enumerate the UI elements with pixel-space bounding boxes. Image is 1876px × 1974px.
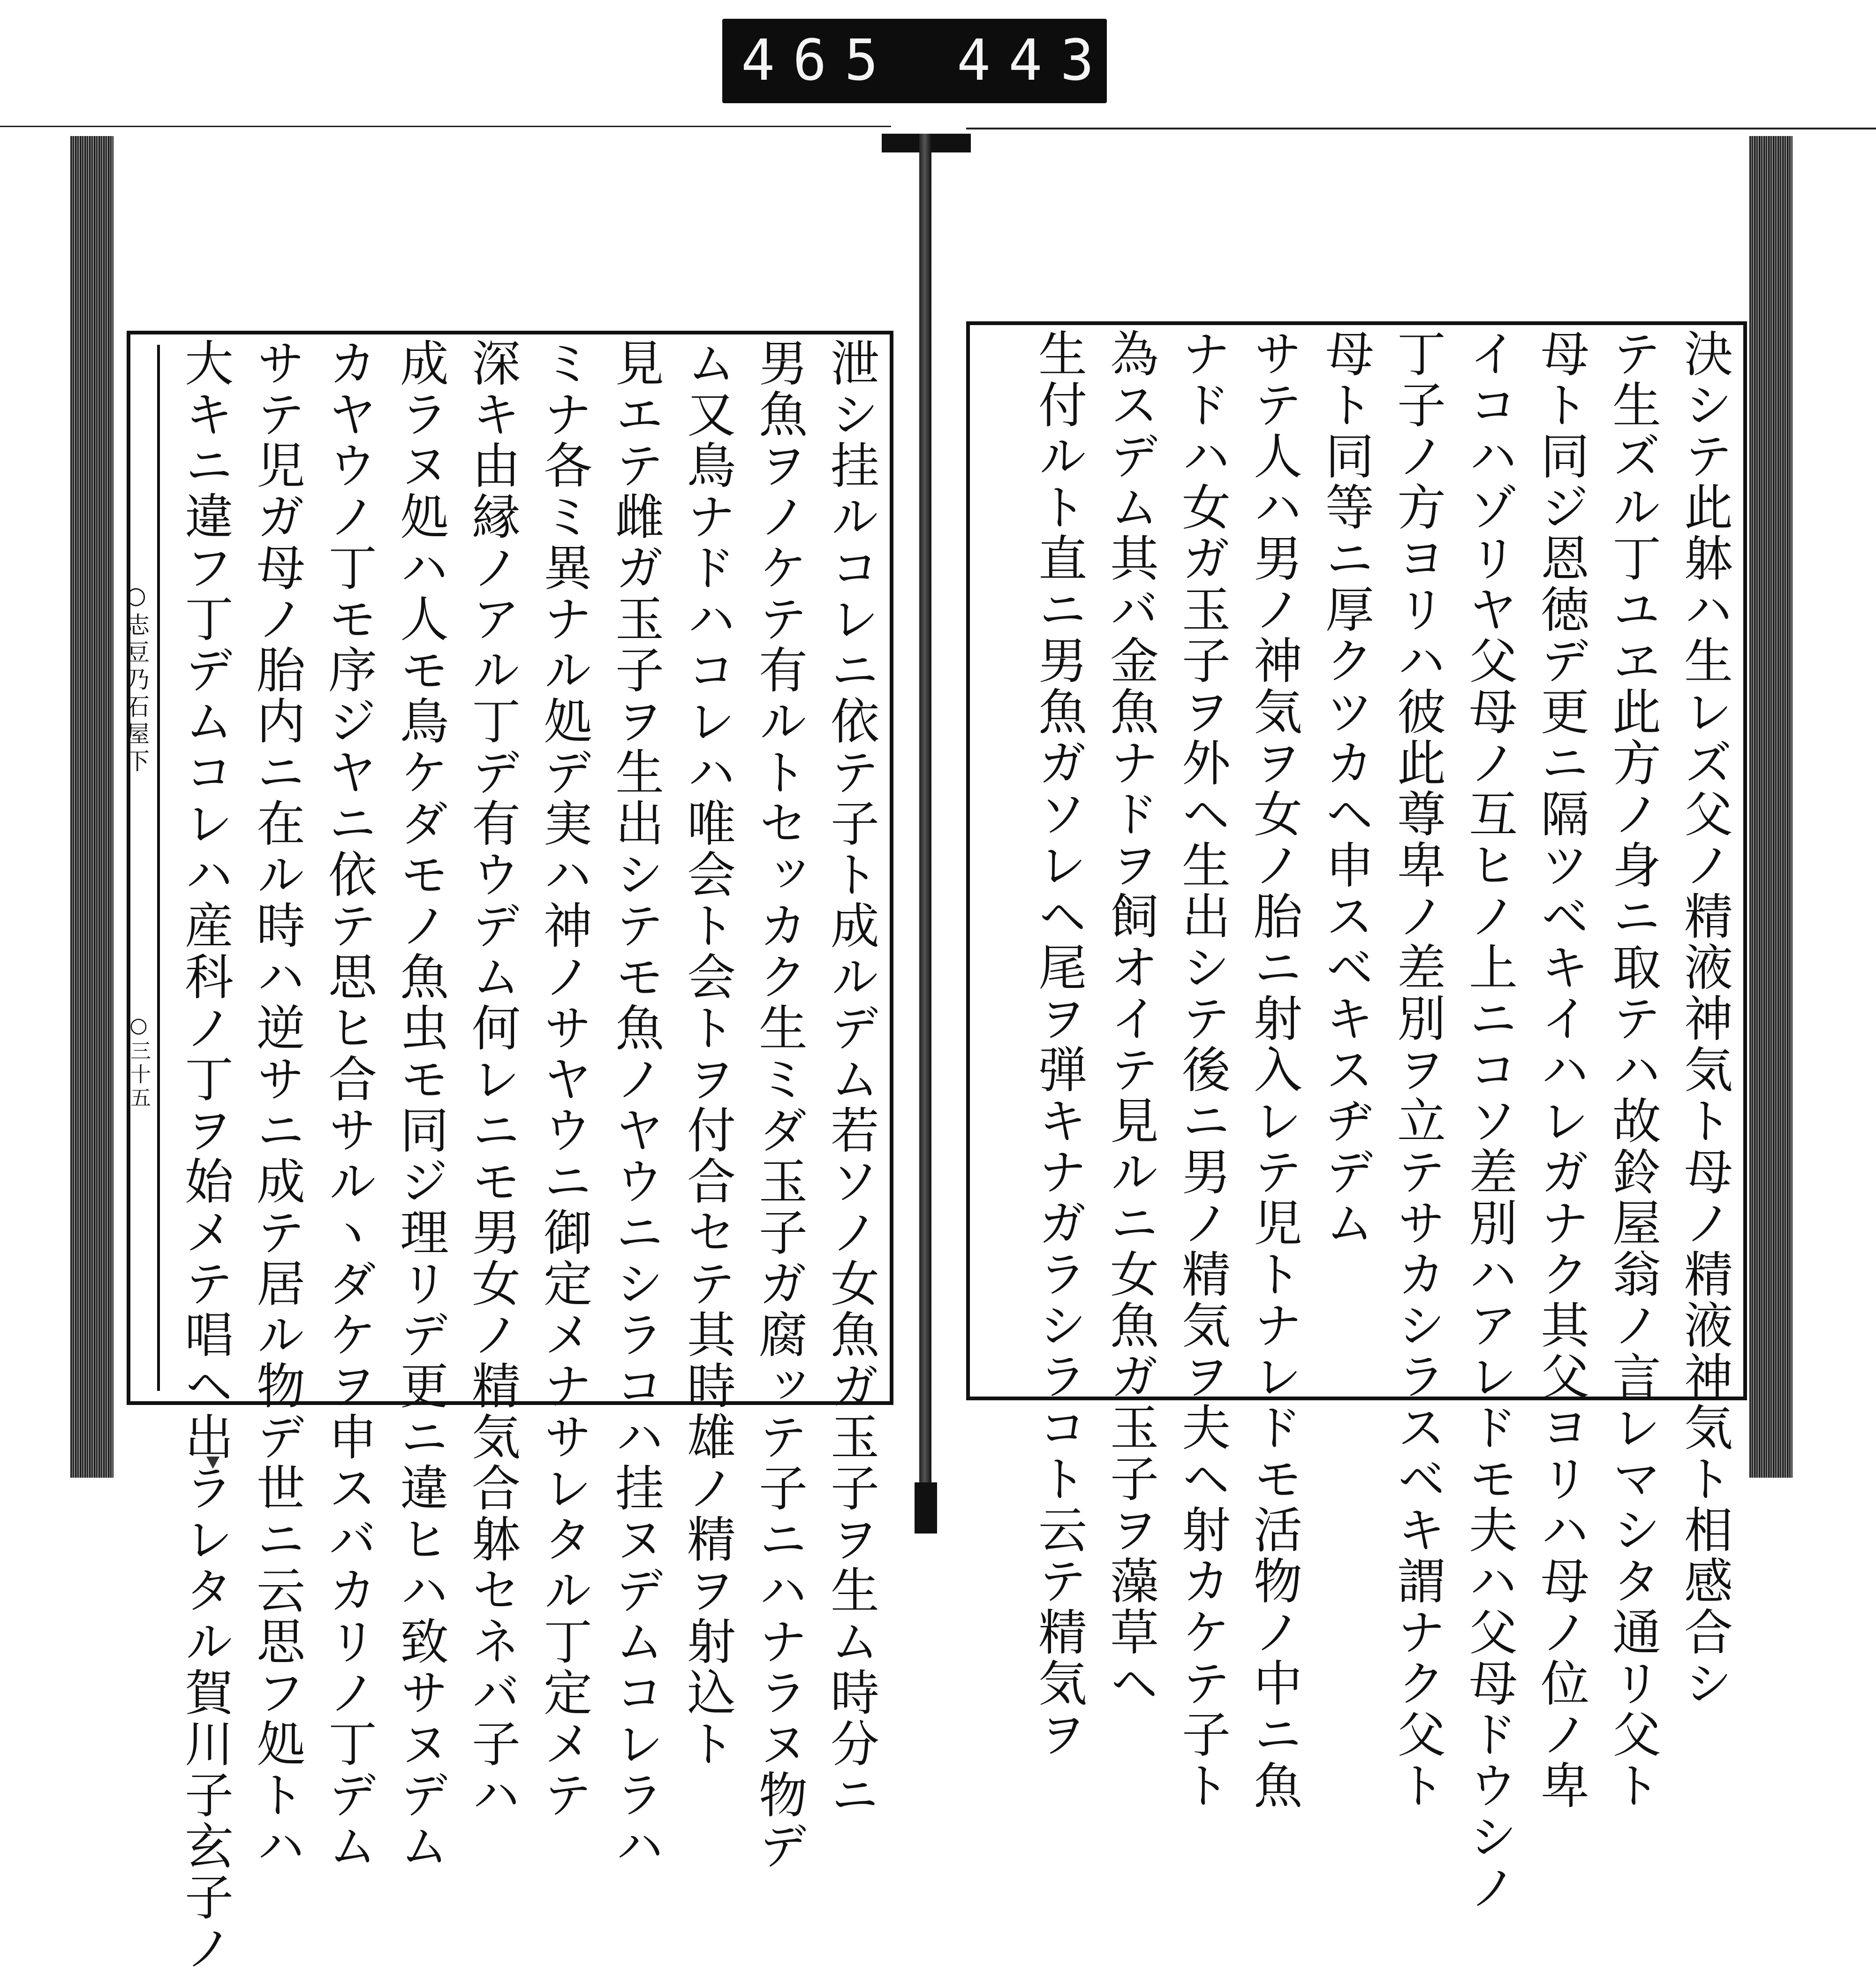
text-column: 大キニ違フ丁デムコレハ産科ノ丁ヲ始メテ唱ヘ出ラレタル賀川子玄子ノ <box>176 338 234 1974</box>
text-column: サテ人ハ男ノ神気ヲ女ノ胎ニ射入レテ児トナレドモ活物ノ中ニ魚 <box>1245 328 1302 1811</box>
page-number: ○三十五 <box>127 1013 151 1110</box>
left-page-margin-rule <box>157 345 160 1391</box>
text-column: テ生ズル丁ユヱ此方ノ身ニ取テハ故鈴屋翁ノ言レマシタ通リ父ト <box>1604 328 1661 1811</box>
left-page-text <box>164 338 886 1974</box>
spine-foot <box>915 1482 937 1534</box>
text-column: サテ児ガ母ノ胎内ニ在ル時ハ逆サニ成テ居ル物デ世ニ云思フ処トハ <box>248 338 305 1872</box>
margin-mark <box>206 1457 219 1469</box>
text-column: イコハゾリヤ父母ノ互ヒノ上ニコソ差別ハアレドモ夫ハ父母ドウシノ <box>1460 328 1518 1913</box>
text-column: ム又鳥ナドハコレハ唯会ト会トヲ付合セテ其時雄ノ精ヲ射込ト <box>679 338 736 1769</box>
text-column: 成ラヌ処ハ人モ鳥ケダモノ魚虫モ同ジ理リデ更ニ違ヒハ致サヌデム <box>392 338 449 1872</box>
text-column: 生付ルト直ニ男魚ガソレヘ尾ヲ弾キナガラシラコト云テ精気ヲ <box>1030 328 1087 1760</box>
book-title-header: ○志豆乃石屋下 <box>122 582 150 776</box>
text-column: カヤウノ丁モ序ジヤニ依テ思ヒ合サルヽダケヲ申スバカリノ丁デム <box>320 338 377 1872</box>
text-column: 決シテ此躰ハ生レズ父ノ精液神気ト母ノ精液神気ト相感合シ <box>1676 328 1733 1709</box>
text-column: ナドハ女ガ玉子ヲ外ヘ生出シテ後ニ男ノ精気ヲ夫ヘ射カケテ子ト <box>1173 328 1231 1811</box>
text-column: 深キ由縁ノアル丁デ有ウデム何レニモ男女ノ精気合躰セネバ子ハ <box>463 338 521 1821</box>
book-spine <box>919 134 931 1534</box>
book-edge-left <box>70 136 113 1478</box>
text-column: 見エテ雌ガ玉子ヲ生出シテモ魚ノヤウニシラコハ挂ヌデムコレラハ <box>607 338 664 1872</box>
text-column: 母ト同ジ恩徳デ更ニ隔ツベキイハレガナク其父ヨリハ母ノ位ノ卑 <box>1532 328 1589 1811</box>
top-edge-line <box>0 126 891 127</box>
label-number-right: 443 <box>957 28 1112 93</box>
label-number-left: 465 <box>741 28 896 93</box>
text-column: 母ト同等ニ厚クツカヘ申スベキスヂデム <box>1317 328 1374 1249</box>
book-edge-right <box>1749 136 1793 1478</box>
right-page-text <box>980 328 1740 1913</box>
text-column: 為スデム其バ金魚ナドヲ飼オイテ見ルニ女魚ガ玉子ヲ藻草ヘ <box>1102 328 1159 1709</box>
library-label <box>722 19 1112 103</box>
text-column: 丁子ノ方ヨリハ彼此尊卑ノ差別ヲ立テサカシラスベキ謂ナク父ト <box>1389 328 1446 1811</box>
text-column: ミナ各ミ異ナル処デ実ハ神ノサヤウニ御定メナサレタル丁定メテ <box>535 338 592 1821</box>
text-column: 泄シ挂ルコレニ依テ子ト成ルデム若ソノ女魚ガ玉子ヲ生ム時分ニ <box>822 338 879 1821</box>
text-column: 男魚ヲノケテ有ルトセッカク生ミダ玉子ガ腐ッテ子ニハナラヌ物デ <box>750 338 808 1872</box>
top-edge-line-right <box>966 128 1876 129</box>
